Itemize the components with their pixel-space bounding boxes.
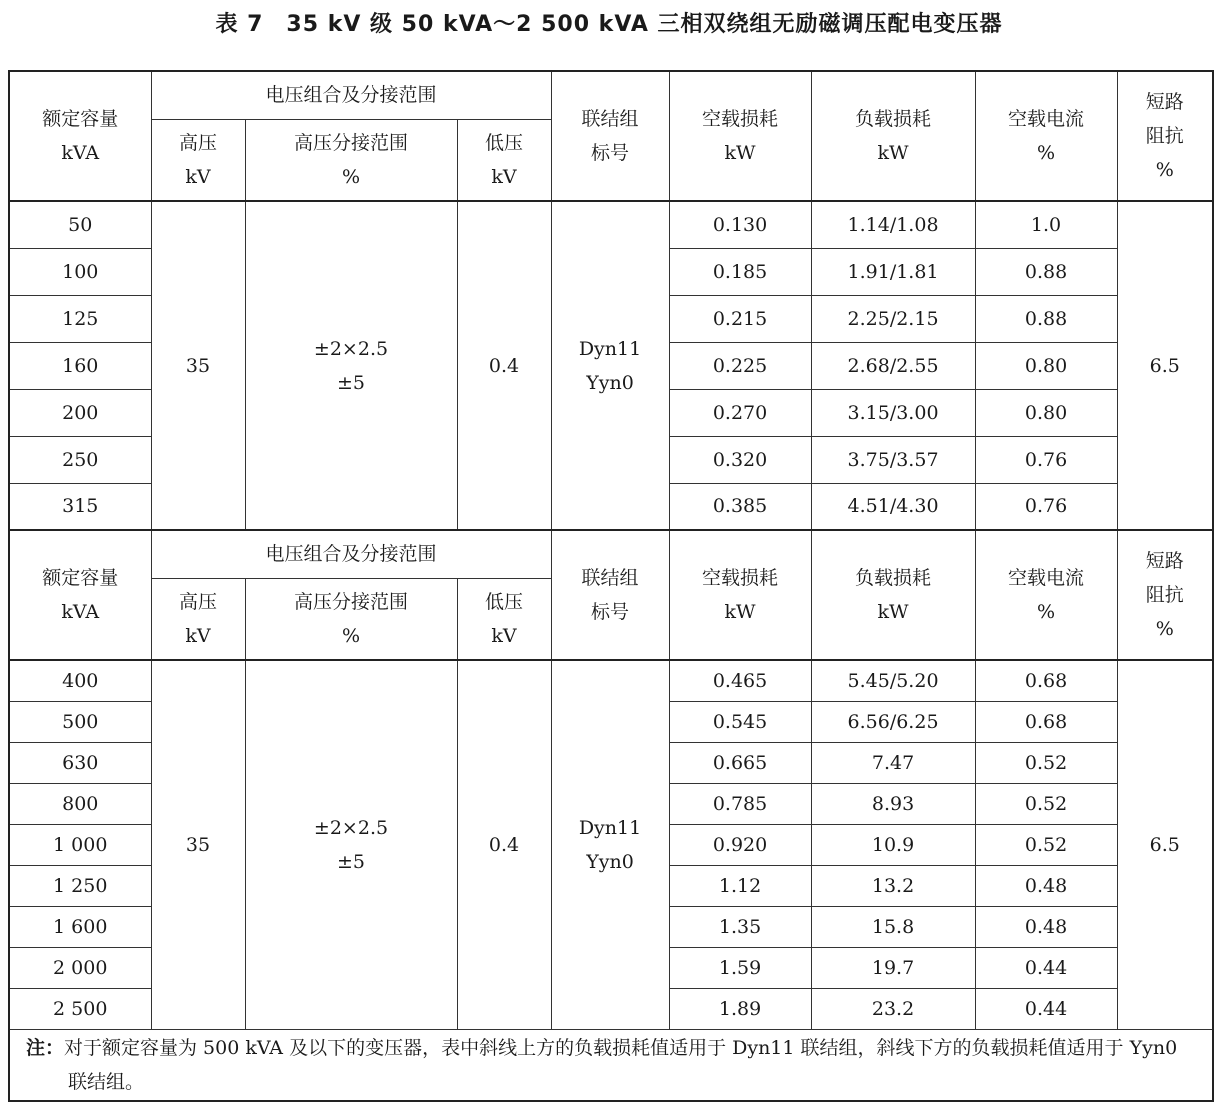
cell-hv-tap bbox=[245, 201, 457, 530]
cell-load-loss: 6.56/6.25 bbox=[811, 701, 975, 742]
cell-lv: 0.4 bbox=[457, 660, 551, 1029]
cell-hv-tap-line: ±2×2.5 bbox=[313, 816, 389, 839]
header-hv-line: kV bbox=[185, 165, 211, 188]
table-row bbox=[9, 201, 1213, 248]
cell-load-loss: 1.14/1.08 bbox=[811, 201, 975, 248]
cell-capacity: 315 bbox=[9, 483, 151, 530]
header-no-load-loss bbox=[669, 71, 811, 201]
cell-no-load-current: 0.44 bbox=[975, 947, 1117, 988]
cell-capacity: 400 bbox=[9, 660, 151, 701]
cell-no-load-loss: 0.920 bbox=[669, 824, 811, 865]
cell-hv-tap-line: ±5 bbox=[336, 371, 365, 394]
cell-load-loss: 23.2 bbox=[811, 988, 975, 1029]
cell-vector-group-line: Dyn11 bbox=[578, 337, 642, 360]
cell-load-loss: 2.68/2.55 bbox=[811, 342, 975, 389]
cell-no-load-current: 0.48 bbox=[975, 865, 1117, 906]
cell-no-load-current: 0.88 bbox=[975, 248, 1117, 295]
cell-no-load-loss: 0.665 bbox=[669, 742, 811, 783]
cell-hv-tap-line: ±2×2.5 bbox=[313, 337, 389, 360]
cell-no-load-current: 0.52 bbox=[975, 742, 1117, 783]
cell-hv-tap-line: ±5 bbox=[336, 850, 365, 873]
cell-no-load-loss: 0.185 bbox=[669, 248, 811, 295]
header-lv bbox=[457, 578, 551, 660]
cell-no-load-current: 0.52 bbox=[975, 824, 1117, 865]
header-impedance-line: 阻抗 bbox=[1145, 125, 1184, 147]
cell-capacity: 125 bbox=[9, 295, 151, 342]
table-row bbox=[9, 660, 1213, 701]
cell-load-loss: 3.15/3.00 bbox=[811, 389, 975, 436]
cell-capacity: 500 bbox=[9, 701, 151, 742]
header-rated-capacity-line: kVA bbox=[61, 142, 100, 164]
cell-capacity: 1 000 bbox=[9, 824, 151, 865]
cell-capacity: 200 bbox=[9, 389, 151, 436]
header-hv bbox=[151, 578, 245, 660]
header-no-load-loss-line: 空载损耗 bbox=[702, 108, 779, 130]
cell-no-load-loss: 0.320 bbox=[669, 436, 811, 483]
header-hv-line: kV bbox=[185, 624, 211, 647]
cell-vector-group bbox=[551, 201, 669, 530]
header-impedance-line: 阻抗 bbox=[1145, 584, 1184, 606]
header-impedance-line: 短路 bbox=[1145, 550, 1184, 572]
cell-no-load-current: 0.88 bbox=[975, 295, 1117, 342]
header-vector-group-line: 联结组 bbox=[581, 108, 639, 130]
header-impedance bbox=[1117, 71, 1213, 201]
cell-lv: 0.4 bbox=[457, 201, 551, 530]
header-no-load-current bbox=[975, 530, 1117, 660]
cell-capacity: 1 600 bbox=[9, 906, 151, 947]
header-load-loss bbox=[811, 71, 975, 201]
cell-load-loss: 1.91/1.81 bbox=[811, 248, 975, 295]
cell-vector-group-line: Yyn0 bbox=[586, 850, 634, 873]
header-lv bbox=[457, 119, 551, 201]
header-vector-group-line: 联结组 bbox=[581, 567, 639, 589]
cell-no-load-current: 0.52 bbox=[975, 783, 1117, 824]
cell-no-load-loss: 0.465 bbox=[669, 660, 811, 701]
cell-no-load-current: 1.0 bbox=[975, 201, 1117, 248]
cell-capacity: 100 bbox=[9, 248, 151, 295]
cell-load-loss: 2.25/2.15 bbox=[811, 295, 975, 342]
header-impedance-line: % bbox=[1155, 159, 1174, 181]
cell-capacity: 630 bbox=[9, 742, 151, 783]
cell-capacity: 1 250 bbox=[9, 865, 151, 906]
header-rated-capacity bbox=[9, 530, 151, 660]
cell-no-load-loss: 1.89 bbox=[669, 988, 811, 1029]
cell-no-load-loss: 0.225 bbox=[669, 342, 811, 389]
cell-no-load-loss: 0.545 bbox=[669, 701, 811, 742]
cell-load-loss: 15.8 bbox=[811, 906, 975, 947]
cell-vector-group-line: Dyn11 bbox=[578, 816, 642, 839]
header-hv bbox=[151, 119, 245, 201]
cell-capacity: 2 000 bbox=[9, 947, 151, 988]
note-row bbox=[9, 1029, 1213, 1101]
cell-load-loss: 10.9 bbox=[811, 824, 975, 865]
cell-no-load-current: 0.76 bbox=[975, 483, 1117, 530]
header-impedance-line: % bbox=[1155, 618, 1174, 640]
header-no-load-current-line: 空载电流 bbox=[1008, 567, 1085, 589]
cell-hv: 35 bbox=[151, 201, 245, 530]
header-no-load-loss-line: kW bbox=[724, 601, 756, 623]
cell-capacity: 800 bbox=[9, 783, 151, 824]
header-load-loss bbox=[811, 530, 975, 660]
header-row-top bbox=[9, 530, 1213, 578]
header-row-top bbox=[9, 71, 1213, 119]
cell-no-load-current: 0.48 bbox=[975, 906, 1117, 947]
header-vector-group-line: 标号 bbox=[591, 142, 630, 164]
header-no-load-current bbox=[975, 71, 1117, 201]
cell-no-load-loss: 0.130 bbox=[669, 201, 811, 248]
header-load-loss-line: 负载损耗 bbox=[855, 567, 932, 589]
header-hv-tap bbox=[245, 119, 457, 201]
cell-no-load-loss: 1.35 bbox=[669, 906, 811, 947]
cell-no-load-current: 0.80 bbox=[975, 389, 1117, 436]
cell-impedance: 6.5 bbox=[1117, 660, 1213, 1029]
header-no-load-loss-line: kW bbox=[724, 142, 756, 164]
cell-capacity: 250 bbox=[9, 436, 151, 483]
header-lv-line: kV bbox=[491, 165, 517, 188]
header-no-load-current-line: % bbox=[1037, 142, 1056, 164]
cell-hv-tap bbox=[245, 660, 457, 1029]
cell-no-load-current: 0.44 bbox=[975, 988, 1117, 1029]
header-hv-tap-line: 高压分接范围 bbox=[293, 590, 408, 613]
header-load-loss-line: 负载损耗 bbox=[855, 108, 932, 130]
table-note bbox=[9, 1029, 1213, 1101]
header-voltage-group: 电压组合及分接范围 bbox=[151, 71, 551, 119]
header-vector-group bbox=[551, 530, 669, 660]
note-text: 对于额定容量为 500 kVA 及以下的变压器，表中斜线上方的负载损耗值适用于 Dyn11 联结组，斜线下方的负载损耗值适用于 Yyn0 联结组。 bbox=[64, 1036, 1178, 1093]
cell-no-load-current: 0.80 bbox=[975, 342, 1117, 389]
cell-no-load-loss: 0.385 bbox=[669, 483, 811, 530]
header-lv-line: 低压 bbox=[485, 590, 524, 613]
header-hv-line: 高压 bbox=[178, 131, 217, 154]
cell-no-load-loss: 0.270 bbox=[669, 389, 811, 436]
header-no-load-current-line: 空载电流 bbox=[1008, 108, 1085, 130]
cell-capacity: 160 bbox=[9, 342, 151, 389]
header-hv-tap-line: 高压分接范围 bbox=[293, 131, 408, 154]
cell-load-loss: 8.93 bbox=[811, 783, 975, 824]
cell-no-load-current: 0.68 bbox=[975, 660, 1117, 701]
cell-capacity: 2 500 bbox=[9, 988, 151, 1029]
header-hv-tap bbox=[245, 578, 457, 660]
cell-load-loss: 3.75/3.57 bbox=[811, 436, 975, 483]
cell-capacity: 50 bbox=[9, 201, 151, 248]
cell-load-loss: 13.2 bbox=[811, 865, 975, 906]
cell-vector-group-line: Yyn0 bbox=[586, 371, 634, 394]
header-rated-capacity-line: 额定容量 bbox=[42, 108, 119, 130]
header-hv-line: 高压 bbox=[178, 590, 217, 613]
header-hv-tap-line: % bbox=[341, 165, 361, 188]
header-rated-capacity-line: 额定容量 bbox=[42, 567, 119, 589]
cell-no-load-loss: 1.12 bbox=[669, 865, 811, 906]
header-rated-capacity-line: kVA bbox=[61, 601, 100, 623]
header-hv-tap-line: % bbox=[341, 624, 361, 647]
header-impedance-line: 短路 bbox=[1145, 91, 1184, 113]
cell-load-loss: 5.45/5.20 bbox=[811, 660, 975, 701]
header-vector-group-line: 标号 bbox=[591, 601, 630, 623]
transformer-spec-table bbox=[8, 70, 1214, 1102]
header-lv-line: kV bbox=[491, 624, 517, 647]
header-no-load-loss-line: 空载损耗 bbox=[702, 567, 779, 589]
cell-no-load-current: 0.68 bbox=[975, 701, 1117, 742]
cell-vector-group bbox=[551, 660, 669, 1029]
cell-load-loss: 19.7 bbox=[811, 947, 975, 988]
cell-no-load-loss: 1.59 bbox=[669, 947, 811, 988]
cell-impedance: 6.5 bbox=[1117, 201, 1213, 530]
cell-hv: 35 bbox=[151, 660, 245, 1029]
header-lv-line: 低压 bbox=[485, 131, 524, 154]
header-vector-group bbox=[551, 71, 669, 201]
cell-load-loss: 7.47 bbox=[811, 742, 975, 783]
table-title: 表 7 35 kV 级 50 kVA～2 500 kVA 三相双绕组无励磁调压配电变压器 bbox=[215, 12, 1003, 37]
cell-no-load-loss: 0.785 bbox=[669, 783, 811, 824]
header-load-loss-line: kW bbox=[877, 601, 909, 623]
header-no-load-loss bbox=[669, 530, 811, 660]
header-impedance bbox=[1117, 530, 1213, 660]
note-label: 注： bbox=[26, 1036, 65, 1059]
cell-no-load-current: 0.76 bbox=[975, 436, 1117, 483]
header-rated-capacity bbox=[9, 71, 151, 201]
header-load-loss-line: kW bbox=[877, 142, 909, 164]
header-voltage-group: 电压组合及分接范围 bbox=[151, 530, 551, 578]
cell-no-load-loss: 0.215 bbox=[669, 295, 811, 342]
cell-load-loss: 4.51/4.30 bbox=[811, 483, 975, 530]
header-no-load-current-line: % bbox=[1037, 601, 1056, 623]
